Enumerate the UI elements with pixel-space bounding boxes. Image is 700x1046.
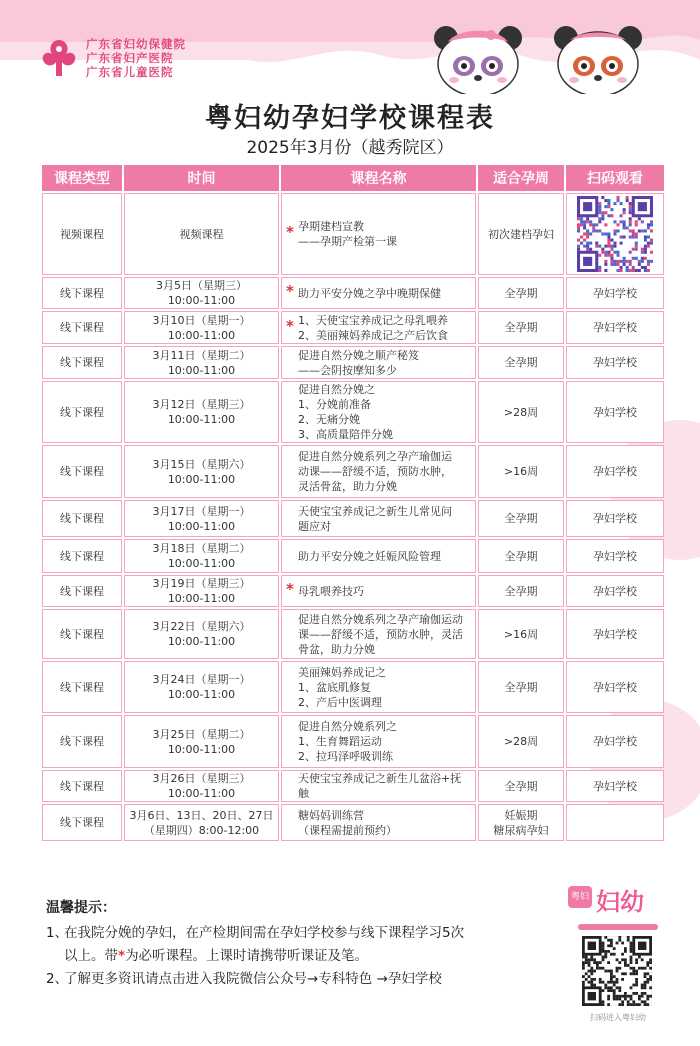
logo-line-2: 广东省妇产医院 <box>86 51 174 65</box>
time-line: 3月19日（星期三） <box>152 577 251 590</box>
required-star-icon: * <box>286 223 294 241</box>
page-subtitle: 2025年3月份（越秀院区） <box>246 138 454 158</box>
course-name-cell <box>281 500 476 537</box>
week-line: 全孕期 <box>504 286 538 300</box>
course-name-line: 天使宝宝养成记之新生儿常见问 <box>298 504 452 518</box>
watch-location: 孕妇学校 <box>593 512 637 525</box>
course-name-line: 天使宝宝养成记之新生儿盆浴+抚 <box>298 772 462 785</box>
suitable-week-cell <box>478 277 564 309</box>
course-type: 视频课程 <box>60 227 104 241</box>
course-name-line: ——孕期产检第一课 <box>298 235 397 248</box>
table-row <box>42 609 664 659</box>
time-line: 10:00-11:00 <box>167 413 236 426</box>
badge-tag: 粤妇 <box>568 886 592 908</box>
course-type-cell <box>42 193 122 275</box>
course-name-line: 3、高质量陪伴分娩 <box>298 428 393 441</box>
time-line: 3月25日（星期二） <box>152 727 251 741</box>
course-type: 线下课程 <box>60 512 104 525</box>
course-schedule-table <box>40 163 666 843</box>
course-type-cell <box>42 609 122 659</box>
time-line: 3月11日（星期二） <box>152 348 251 362</box>
course-type: 线下课程 <box>60 465 104 478</box>
course-name-line: 美丽辣妈养成记之 <box>298 665 386 679</box>
week-line: 初次建档孕妇 <box>488 227 554 241</box>
time-line: 3月17日（星期一） <box>152 504 251 518</box>
qr-code-icon[interactable] <box>582 936 652 1006</box>
course-type: 线下课程 <box>60 321 104 334</box>
course-type-cell <box>42 804 122 841</box>
time-cell <box>124 609 279 659</box>
time-cell <box>124 346 279 379</box>
logo-flower-icon <box>38 36 80 80</box>
required-star-icon: * <box>286 282 294 300</box>
course-name-line: 促进自然分娩之 <box>298 383 375 396</box>
suitable-week-cell <box>478 609 564 659</box>
suitable-week-cell <box>478 661 564 713</box>
scan-watch-cell <box>566 661 664 713</box>
course-name-line: 2、产后中医调理 <box>298 695 382 709</box>
table-row <box>42 575 664 607</box>
tip-2-text: 了解更多资讯请点击进入我院微信公众号→专科特色 →孕妇学校 <box>64 971 442 987</box>
badge-caption: 扫码进入粤妇幼 <box>590 1013 646 1022</box>
course-name-line: 促进自然分娩系列之孕产瑜伽运动 <box>298 612 463 626</box>
table-row <box>42 770 664 802</box>
week-line: 妊娠期 <box>504 808 538 822</box>
time-line: 10:00-11:00 <box>167 557 236 570</box>
scan-watch-cell <box>566 381 664 443</box>
time-line: 3月18日（星期二） <box>152 542 251 555</box>
course-name-cell <box>281 381 476 443</box>
page-title: 粤妇幼孕妇学校课程表 <box>205 103 495 134</box>
badge-strip <box>578 924 658 930</box>
course-name-cell <box>281 277 476 309</box>
time-line: 10:00-11:00 <box>167 635 236 648</box>
suitable-week-cell <box>478 575 564 607</box>
course-name-line: 动课——舒缓不适，预防水肿， <box>298 465 452 478</box>
course-name-line: 2、美丽辣妈养成记之产后饮食 <box>298 328 448 342</box>
course-name-line: 1、天使宝宝养成记之母乳喂养 <box>298 313 448 327</box>
scan-watch-cell <box>566 193 664 275</box>
course-type: 线下课程 <box>60 680 104 694</box>
course-name-cell <box>281 193 476 275</box>
time-line: 3月5日（星期三） <box>156 279 247 292</box>
watch-location: 孕妇学校 <box>593 549 637 563</box>
time-line: （星期四）8:00-12:00 <box>143 823 260 837</box>
tips-title: 温馨提示： <box>46 900 116 916</box>
required-star-icon: * <box>286 580 294 598</box>
logo-line-3: 广东省儿童医院 <box>86 65 174 79</box>
time-cell <box>124 193 279 275</box>
course-name-line: 促进自然分娩系列之孕产瑜伽运 <box>298 450 452 463</box>
scan-watch-cell <box>566 715 664 768</box>
suitable-week-cell <box>478 193 564 275</box>
badge-brand: 妇幼 <box>596 888 644 916</box>
watch-location: 孕妇学校 <box>593 779 637 793</box>
course-name-cell <box>281 804 476 841</box>
course-type: 线下课程 <box>60 286 104 300</box>
table-row <box>42 715 664 768</box>
hospital-logo <box>38 36 186 80</box>
table-row <box>42 804 664 841</box>
time-line: 3月26日（星期三） <box>152 772 251 785</box>
tip-1-line-1: 在我院分娩的孕妇，在产检期间需在孕妇学校参与线下课程学习5次 <box>64 925 465 941</box>
course-name-cell <box>281 609 476 659</box>
table-row <box>42 539 664 573</box>
course-name-line: 助力平安分娩之妊娠风险管理 <box>298 549 441 563</box>
panda-mascot-right <box>548 22 648 94</box>
course-name-line: 1、生育舞蹈运动 <box>298 735 382 748</box>
suitable-week-cell <box>478 381 564 443</box>
week-line: 全孕期 <box>504 512 538 525</box>
watch-location: 孕妇学校 <box>593 735 637 748</box>
time-cell <box>124 381 279 443</box>
suitable-week-cell <box>478 770 564 802</box>
scan-watch-cell <box>566 575 664 607</box>
star-icon: * <box>118 948 126 964</box>
course-name-line: 题应对 <box>298 519 331 533</box>
time-cell <box>124 575 279 607</box>
time-cell <box>124 500 279 537</box>
watch-location: 孕妇学校 <box>593 584 637 598</box>
suitable-week-cell <box>478 445 564 498</box>
course-name-cell <box>281 311 476 344</box>
course-name-cell <box>281 539 476 573</box>
table-row <box>42 381 664 443</box>
watch-location: 孕妇学校 <box>593 627 637 641</box>
watch-location: 孕妇学校 <box>593 405 637 419</box>
course-name-line: 孕期建档宣教 <box>298 220 364 233</box>
scan-watch-cell <box>566 445 664 498</box>
table-row <box>42 346 664 379</box>
course-type: 线下课程 <box>60 627 104 641</box>
course-type: 线下课程 <box>60 779 104 793</box>
week-line: >16周 <box>503 465 539 478</box>
qr-code-icon[interactable] <box>577 196 653 272</box>
tip-number-1: 1、 <box>46 925 69 941</box>
tip-1-line-2 <box>64 945 546 968</box>
course-name-line: 1、盆底肌修复 <box>298 680 371 694</box>
scan-watch-cell <box>566 277 664 309</box>
time-line: 3月6日、13日、20日、27日 <box>129 808 274 822</box>
course-name-line: ——会阴按摩知多少 <box>298 363 397 377</box>
table-row <box>42 193 664 275</box>
scan-watch-cell <box>566 500 664 537</box>
time-line: 3月12日（星期三） <box>152 398 251 411</box>
time-line: 3月10日（星期一） <box>152 313 251 327</box>
tip-item-2 <box>46 968 546 991</box>
time-line: 10:00-11:00 <box>167 328 236 342</box>
suitable-week-cell <box>478 311 564 344</box>
course-name-cell <box>281 770 476 802</box>
course-name-line: 课——舒缓不适，预防水肿，灵活 <box>298 627 463 641</box>
suitable-week-cell <box>478 346 564 379</box>
suitable-week-cell <box>478 715 564 768</box>
time-cell <box>124 804 279 841</box>
course-name-cell <box>281 661 476 713</box>
course-type-cell <box>42 770 122 802</box>
course-type-cell <box>42 277 122 309</box>
table-row <box>42 445 664 498</box>
scan-watch-cell <box>566 311 664 344</box>
scan-watch-cell <box>566 804 664 841</box>
table-row <box>42 277 664 309</box>
watch-location: 孕妇学校 <box>593 356 637 369</box>
suitable-week-cell <box>478 539 564 573</box>
time-line: 10:00-11:00 <box>167 294 236 307</box>
course-name-line: （课程需提前预约） <box>298 823 397 837</box>
time-line: 3月24日（星期一） <box>152 673 251 686</box>
time-line: 10:00-11:00 <box>167 688 236 701</box>
week-line: 全孕期 <box>504 779 538 793</box>
header-scan-watch: 扫码观看 <box>566 165 664 191</box>
watch-location: 孕妇学校 <box>593 286 637 300</box>
week-line: 全孕期 <box>504 549 538 563</box>
tip-number-2: 2、 <box>46 971 69 987</box>
scan-watch-cell <box>566 539 664 573</box>
course-name-line: 2、无痛分娩 <box>298 413 360 426</box>
time-line: 10:00-11:00 <box>167 363 236 377</box>
table-row <box>42 311 664 344</box>
course-type: 线下课程 <box>60 356 104 369</box>
panda-mascot-left <box>428 22 528 94</box>
time-line: 10:00-11:00 <box>167 787 236 800</box>
scan-watch-cell <box>566 770 664 802</box>
course-type: 线下课程 <box>60 584 104 598</box>
week-line: 全孕期 <box>504 584 538 598</box>
header-time: 时间 <box>124 165 279 191</box>
course-name-line: 促进自然分娩之顺产秘笈 <box>298 348 419 362</box>
course-type: 线下课程 <box>60 816 104 829</box>
course-type: 线下课程 <box>60 405 104 419</box>
time-cell <box>124 445 279 498</box>
course-type-cell <box>42 445 122 498</box>
course-name-line: 促进自然分娩系列之 <box>298 720 397 733</box>
course-type-cell <box>42 539 122 573</box>
header-course-name: 课程名称 <box>281 165 476 191</box>
suitable-week-cell <box>478 804 564 841</box>
time-line: 10:00-11:00 <box>167 742 236 756</box>
course-name-cell <box>281 715 476 768</box>
time-line: 10:00-11:00 <box>167 592 236 605</box>
course-type-cell <box>42 500 122 537</box>
required-star-icon: * <box>286 316 294 335</box>
header-suitable-week: 适合孕周 <box>478 165 564 191</box>
course-name-line: 母乳喂养技巧 <box>298 584 364 598</box>
time-cell <box>124 770 279 802</box>
suitable-week-cell <box>478 500 564 537</box>
watch-location: 孕妇学校 <box>593 465 637 478</box>
course-type-cell <box>42 311 122 344</box>
course-name-cell <box>281 575 476 607</box>
tips-section <box>46 897 546 991</box>
tip-1-line-2-start: 以上。带 <box>64 948 118 964</box>
time-line: 3月22日（星期六） <box>152 620 251 633</box>
watch-location: 孕妇学校 <box>593 680 637 694</box>
time-line: 3月15日（星期六） <box>152 457 251 471</box>
course-name-line: 骨盆，助力分娩 <box>298 642 375 656</box>
course-name-cell <box>281 346 476 379</box>
header-course-type: 课程类型 <box>42 165 122 191</box>
course-type-cell <box>42 346 122 379</box>
time-cell <box>124 715 279 768</box>
week-line: 全孕期 <box>504 680 538 694</box>
logo-line-1: 广东省妇幼保健院 <box>86 37 186 51</box>
course-name-line: 触 <box>298 787 309 800</box>
course-type-cell <box>42 715 122 768</box>
course-name-line: 助力平安分娩之孕中晚期保健 <box>298 286 441 300</box>
watch-location: 孕妇学校 <box>593 321 637 334</box>
week-line: 全孕期 <box>504 321 538 334</box>
week-line: 全孕期 <box>504 356 538 369</box>
week-line: >28周 <box>503 735 539 748</box>
course-type-cell <box>42 575 122 607</box>
scan-watch-cell <box>566 346 664 379</box>
time-cell <box>124 311 279 344</box>
wechat-badge <box>568 882 668 1023</box>
course-type-cell <box>42 661 122 713</box>
time-cell <box>124 661 279 713</box>
table-row <box>42 661 664 713</box>
course-name-line: 1、分娩前准备 <box>298 398 371 411</box>
course-name-line: 2、拉玛泽呼吸训练 <box>298 750 393 763</box>
table-header-row <box>42 165 664 191</box>
course-type: 线下课程 <box>60 549 104 563</box>
course-name-cell <box>281 445 476 498</box>
course-type-cell <box>42 381 122 443</box>
time-line: 10:00-11:00 <box>167 472 236 486</box>
week-line: 糖尿病孕妇 <box>493 823 549 837</box>
course-name-line: 灵活骨盆，助力分娩 <box>298 480 397 493</box>
time-cell <box>124 539 279 573</box>
time-line: 视频课程 <box>179 227 224 241</box>
week-line: >28周 <box>503 405 539 419</box>
table-row <box>42 500 664 537</box>
course-type: 线下课程 <box>60 735 104 748</box>
time-cell <box>124 277 279 309</box>
tip-1-line-2-end: 为必听课程。上课时请携带听课证及笔。 <box>125 948 369 964</box>
tip-item-1 <box>46 922 546 968</box>
course-name-line: 糖妈妈训练营 <box>298 808 364 822</box>
week-line: >16周 <box>503 627 539 641</box>
scan-watch-cell <box>566 609 664 659</box>
time-line: 10:00-11:00 <box>167 519 236 533</box>
